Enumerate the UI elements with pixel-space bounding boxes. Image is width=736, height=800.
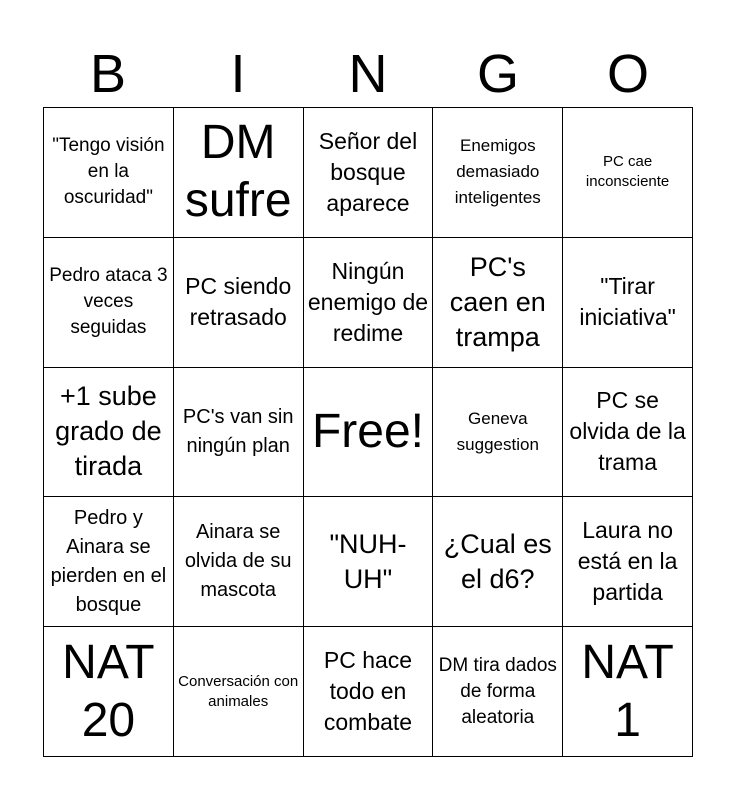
bingo-cell[interactable] xyxy=(433,238,563,368)
cell-text: PC se olvida de la trama xyxy=(569,387,686,476)
bingo-cell[interactable] xyxy=(174,368,304,498)
cell-text: PC cae inconsciente xyxy=(585,153,670,191)
cell-text: Enemigos demasiado inteligentes xyxy=(454,136,541,208)
bingo-cell[interactable] xyxy=(44,238,174,368)
cell-text: "Tirar iniciativa" xyxy=(579,273,676,331)
bingo-cell[interactable] xyxy=(304,497,434,627)
cell-text: DM tira dados de forma aleatoria xyxy=(438,654,557,728)
bingo-cell[interactable] xyxy=(433,108,563,238)
bingo-cell[interactable] xyxy=(304,238,434,368)
cell-text: PC hace todo en combate xyxy=(323,647,413,736)
free-space[interactable] xyxy=(304,368,434,498)
bingo-cell[interactable] xyxy=(304,627,434,757)
cell-text: Conversación con animales xyxy=(178,672,299,710)
cell-text: Ainara se olvida de su mascota xyxy=(184,521,292,602)
cell-text: Free! xyxy=(311,404,424,458)
header-letter-n: N xyxy=(348,44,388,104)
cell-text: PC's van sin ningún plan xyxy=(182,405,294,457)
bingo-cell[interactable] xyxy=(44,368,174,498)
bingo-cell[interactable] xyxy=(174,108,304,238)
bingo-cell[interactable] xyxy=(174,497,304,627)
header-letter-o: O xyxy=(606,44,649,104)
bingo-cell[interactable] xyxy=(433,497,563,627)
cell-text: +1 sube grado de tirada xyxy=(55,381,162,482)
bingo-cell[interactable] xyxy=(174,627,304,757)
bingo-cell[interactable] xyxy=(563,238,693,368)
bingo-cell[interactable] xyxy=(174,238,304,368)
bingo-cell[interactable] xyxy=(563,368,693,498)
cell-text: NAT 20 xyxy=(62,635,155,747)
bingo-header xyxy=(43,42,693,106)
cell-text: Ningún enemigo de redime xyxy=(307,257,429,346)
cell-text: PC siendo retrasado xyxy=(185,273,292,331)
bingo-cell[interactable] xyxy=(433,368,563,498)
cell-text: Pedro ataca 3 veces seguidas xyxy=(49,265,168,339)
cell-text: DM sufre xyxy=(184,116,292,228)
bingo-cell[interactable] xyxy=(563,627,693,757)
bingo-cell[interactable] xyxy=(44,108,174,238)
cell-text: ¿Cual es el d6? xyxy=(443,528,552,594)
header-letter-i: I xyxy=(230,44,246,104)
cell-text: Laura no está en la partida xyxy=(577,517,678,606)
bingo-grid xyxy=(43,107,693,757)
cell-text: Pedro y Ainara se pierden en el bosque xyxy=(50,506,167,616)
bingo-cell[interactable] xyxy=(44,627,174,757)
cell-text: "Tengo visión en la oscuridad" xyxy=(52,135,165,209)
header-letter-b: B xyxy=(89,44,127,104)
cell-text: Geneva suggestion xyxy=(456,408,539,454)
cell-text: Señor del bosque aparece xyxy=(318,127,418,216)
header-letter-g: G xyxy=(476,44,519,104)
cell-text: PC's caen en trampa xyxy=(449,251,546,352)
bingo-cell[interactable] xyxy=(304,108,434,238)
bingo-cell[interactable] xyxy=(563,497,693,627)
cell-text: NAT 1 xyxy=(581,635,674,747)
bingo-cell[interactable] xyxy=(44,497,174,627)
bingo-cell[interactable] xyxy=(433,627,563,757)
bingo-cell[interactable] xyxy=(563,108,693,238)
cell-text: "NUH-UH" xyxy=(329,528,407,594)
